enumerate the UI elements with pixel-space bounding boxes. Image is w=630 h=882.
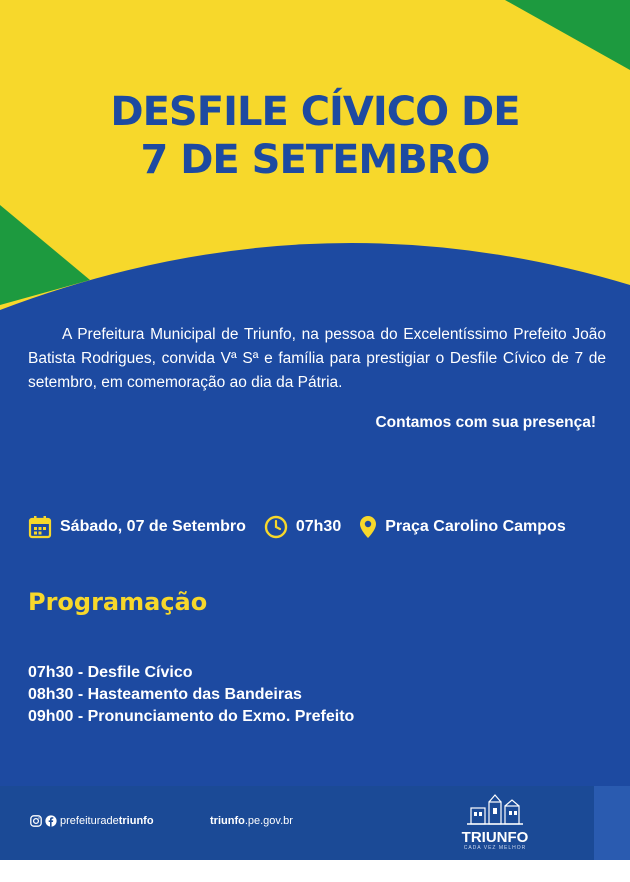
event-time-text: 07h30	[295, 518, 342, 535]
website-rest: .pe.gov.br	[244, 815, 293, 827]
website-link[interactable]	[210, 815, 293, 827]
website-bold: triunfo	[210, 815, 245, 827]
schedule-item: 09h00 - Pronunciamento do Exmo. Prefeito	[28, 708, 355, 725]
intro-paragraph: A Prefeitura Municipal de Triunfo, na pessoa do Excelentíssimo Prefeito João Batista Rodrigues, convida Vª Sª e família para prestigiar o Desfile Cívico de 7 de setembro, em comemoração ao dia da Pátria.	[28, 326, 606, 391]
event-info-row	[28, 515, 584, 539]
social-handle-prefix: prefeiturade	[60, 815, 119, 827]
program-title: Programação	[28, 588, 208, 616]
logo-name: TRIUNFO	[461, 829, 529, 846]
footer-accent	[594, 786, 630, 860]
clock-icon	[264, 515, 288, 539]
city-skyline-icon	[465, 792, 525, 826]
instagram-icon[interactable]	[30, 815, 42, 827]
event-date	[28, 515, 246, 539]
event-time	[264, 515, 341, 539]
location-pin-icon	[359, 515, 377, 539]
logo-tagline: CADA VEZ MELHOR	[463, 845, 527, 851]
triunfo-logo	[455, 792, 535, 858]
facebook-icon[interactable]	[45, 815, 57, 827]
social-handle[interactable]	[30, 815, 154, 827]
footer-bottom-band	[0, 860, 630, 882]
event-location-text: Praça Carolino Campos	[385, 518, 566, 535]
title-line-2: 7 DE SETEMBRO	[140, 137, 490, 183]
schedule-item: 07h30 - Desfile Cívico	[28, 664, 193, 681]
program-schedule	[28, 662, 354, 728]
calendar-icon	[28, 515, 52, 539]
schedule-item: 08h30 - Hasteamento das Bandeiras	[28, 686, 302, 703]
page-title	[0, 88, 630, 184]
title-line-1: DESFILE CÍVICO DE	[110, 89, 520, 135]
event-date-text: Sábado, 07 de Setembro	[60, 518, 246, 535]
event-location	[359, 515, 566, 539]
closing-text: Contamos com sua presença!	[375, 414, 596, 431]
social-handle-bold: triunfo	[118, 815, 154, 827]
